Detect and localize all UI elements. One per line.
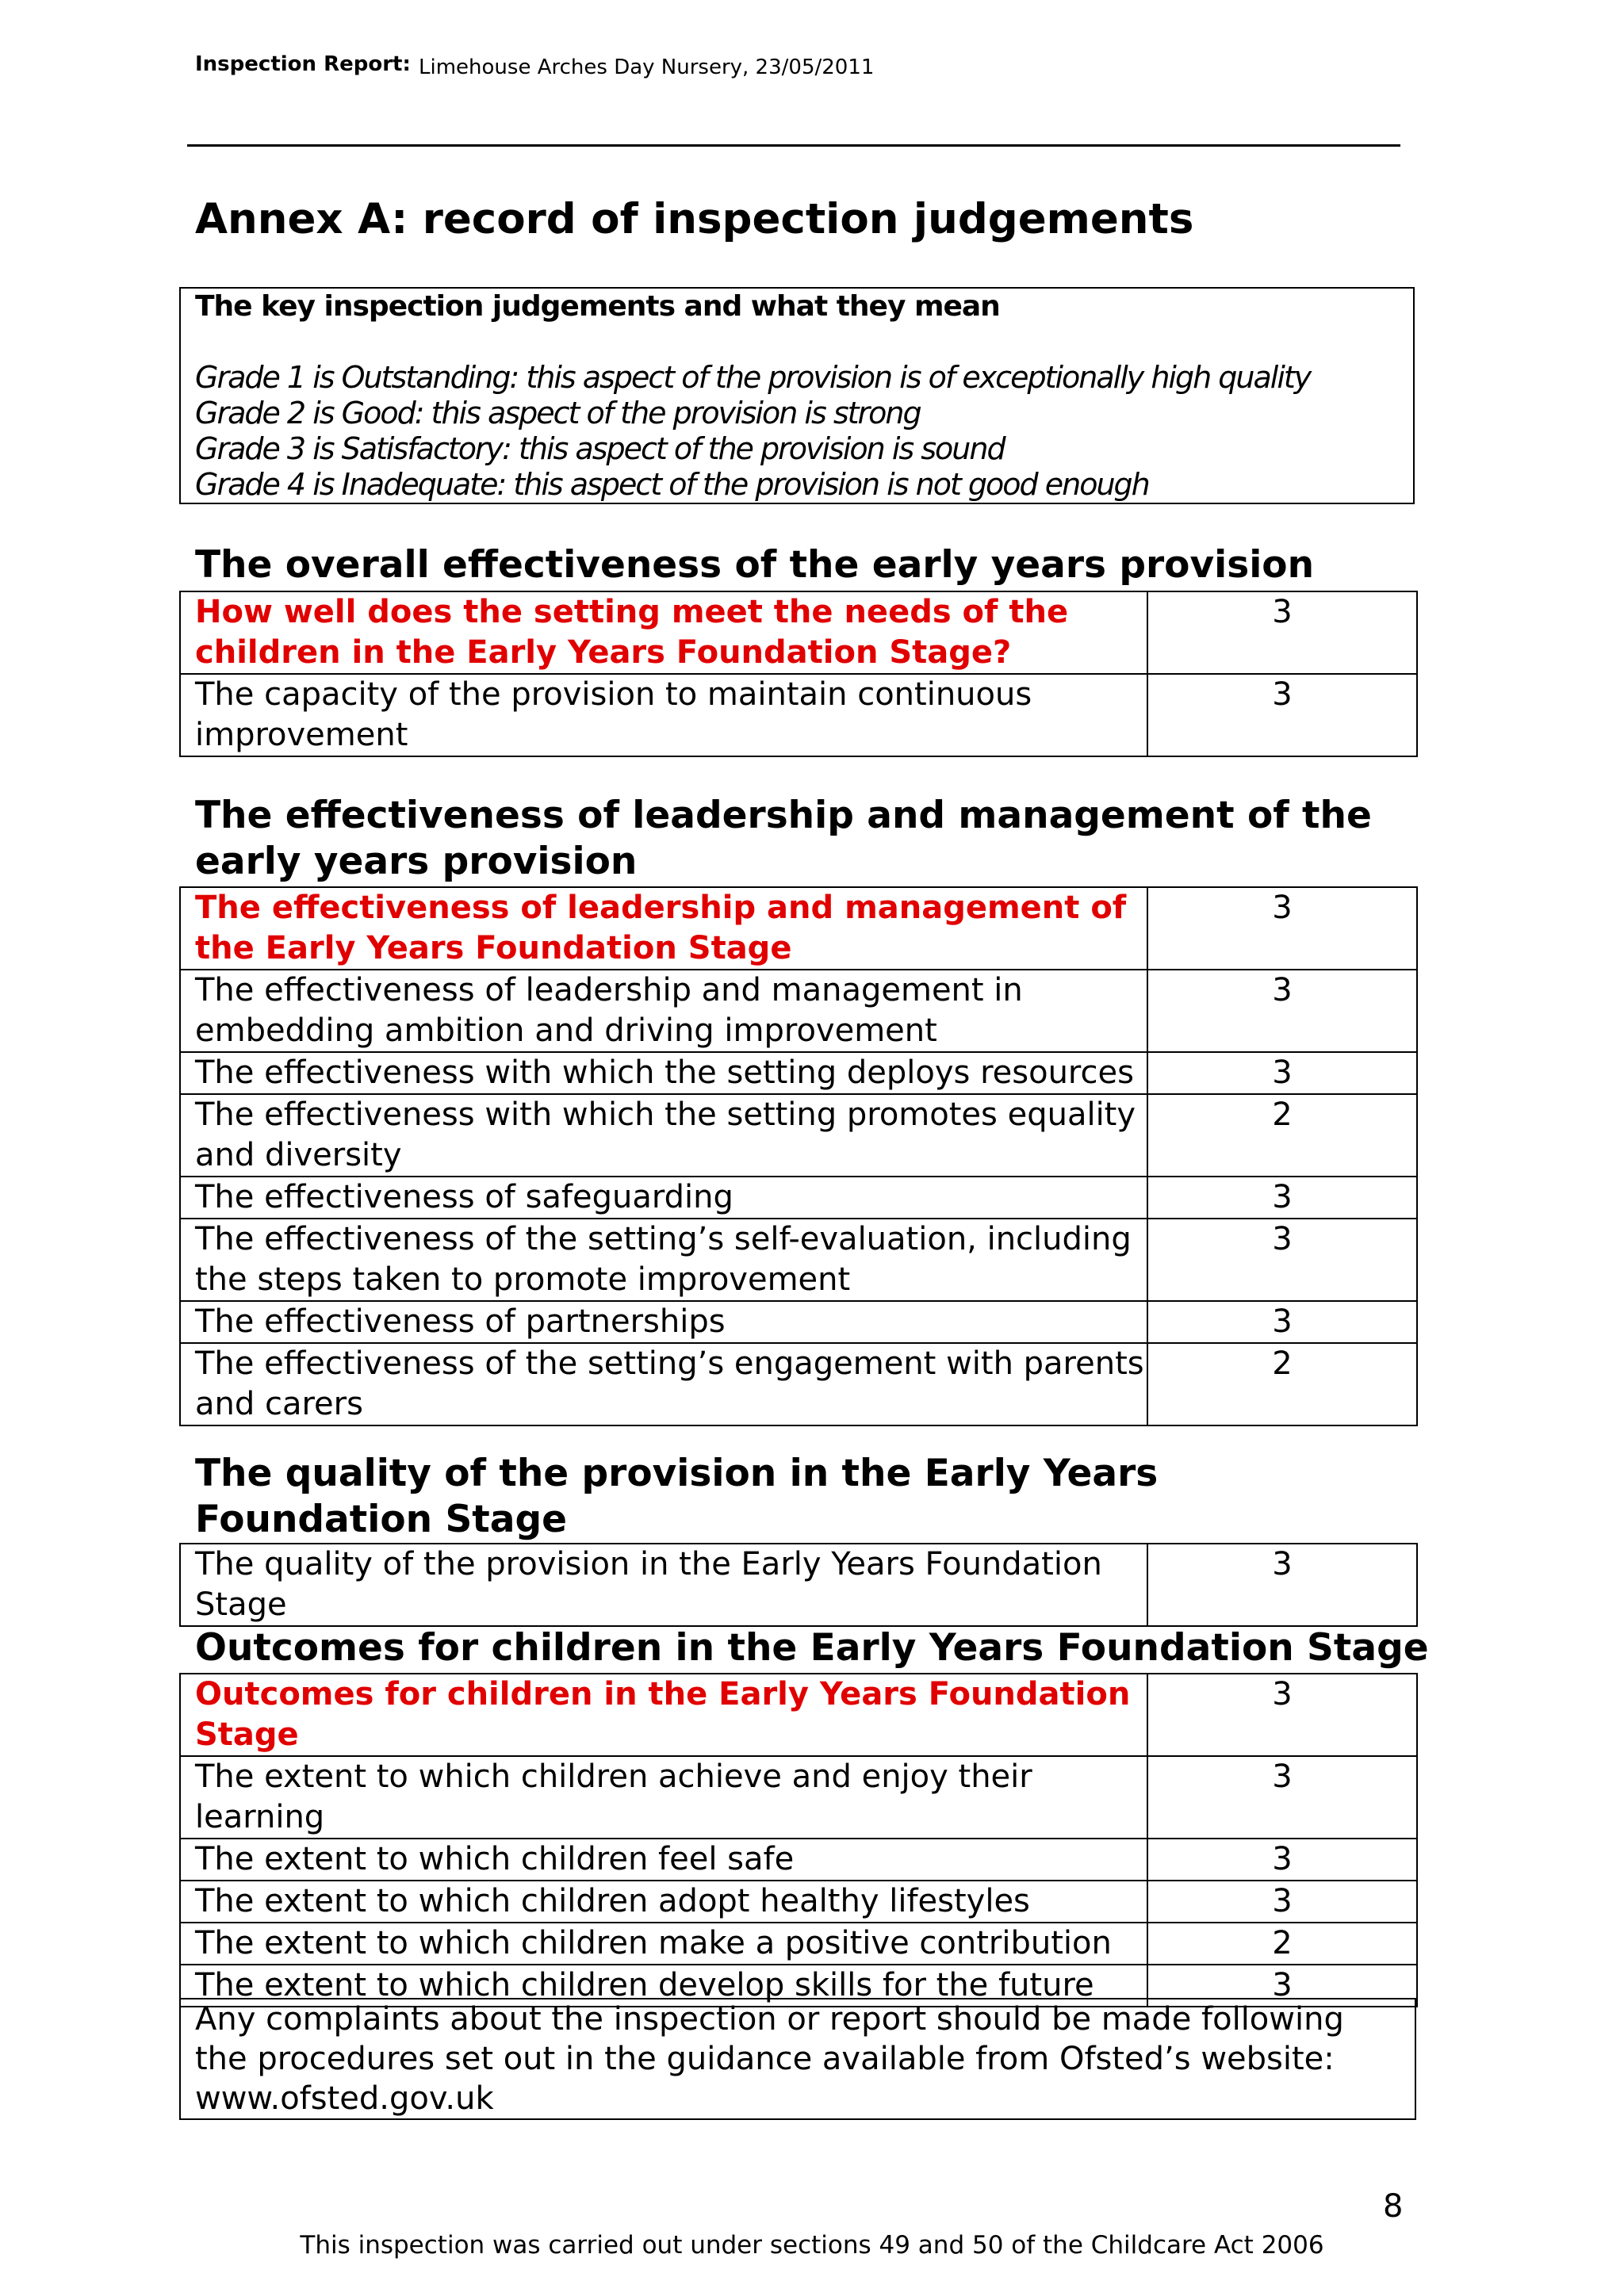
key-judgements-heading: The key inspection judgements and what they mean <box>195 290 1000 323</box>
leadership-table <box>179 886 1418 1426</box>
table-row <box>180 674 1417 756</box>
row-label: The effectiveness of partnerships <box>180 1301 1147 1343</box>
row-label: The capacity of the provision to maintain continuous improvement <box>180 674 1147 756</box>
section-title-quality-of-provision: The quality of the provision in the Early Years Foundation Stage <box>195 1452 1159 1541</box>
table-row <box>180 1301 1417 1343</box>
row-label: The effectiveness of safeguarding <box>180 1177 1147 1219</box>
grade-2-definition: Grade 2 is Good: this aspect of the provision is strong <box>195 396 921 430</box>
row-grade: 3 <box>1147 1839 1417 1881</box>
table-row <box>180 1923 1417 1965</box>
outcomes-table <box>179 1673 1418 2007</box>
footer-legal-note: This inspection was carried out under sections 49 and 50 of the Childcare Act 2006 <box>300 2231 1324 2260</box>
row-grade: 3 <box>1147 591 1417 674</box>
table-row <box>180 1544 1417 1626</box>
overall-effectiveness-table <box>179 591 1418 757</box>
row-label: The quality of the provision in the Early Years Foundation Stage <box>180 1544 1147 1626</box>
row-label: The extent to which children achieve and enjoy their learning <box>180 1756 1147 1839</box>
table-row <box>180 1052 1417 1094</box>
header-report-details: Limehouse Arches Day Nursery, 23/05/2011 <box>419 55 875 79</box>
row-grade: 2 <box>1147 1923 1417 1965</box>
table-row <box>180 1756 1417 1839</box>
section-title-outcomes: Outcomes for children in the Early Years Foundation Stage <box>195 1626 1429 1670</box>
row-label: The extent to which children develop skills for the future <box>180 1965 1147 2007</box>
row-grade: 3 <box>1147 674 1417 756</box>
table-row <box>180 1343 1417 1425</box>
table-row <box>180 970 1417 1052</box>
row-grade: 3 <box>1147 1544 1417 1626</box>
page-number: 8 <box>1383 2188 1404 2225</box>
page-title: Annex A: record of inspection judgements <box>195 195 1194 243</box>
row-grade: 3 <box>1147 1177 1417 1219</box>
grade-1-definition: Grade 1 is Outstanding: this aspect of the provision is of exceptionally high quality <box>195 360 1311 395</box>
row-label: The effectiveness of leadership and management of the Early Years Foundation Stage <box>180 887 1147 970</box>
key-judgements-box <box>179 287 1415 504</box>
row-grade: 3 <box>1147 1052 1417 1094</box>
row-grade: 2 <box>1147 1094 1417 1177</box>
row-label: How well does the setting meet the needs of the children in the Early Years Foundation Stage? <box>180 591 1147 674</box>
grade-4-definition: Grade 4 is Inadequate: this aspect of the provision is not good enough <box>195 467 1149 502</box>
row-label: The effectiveness of the setting’s self-evaluation, including the steps taken to promote improvement <box>180 1219 1147 1301</box>
row-grade: 3 <box>1147 1756 1417 1839</box>
row-grade: 3 <box>1147 1674 1417 1756</box>
header-divider <box>187 144 1400 147</box>
table-row <box>180 1881 1417 1923</box>
section-title-leadership: The effectiveness of leadership and management of the early years provision <box>195 794 1372 883</box>
row-grade: 3 <box>1147 887 1417 970</box>
table-row <box>180 1219 1417 1301</box>
row-grade: 3 <box>1147 1219 1417 1301</box>
row-grade: 2 <box>1147 1343 1417 1425</box>
table-row <box>180 591 1417 674</box>
table-row <box>180 1094 1417 1177</box>
row-label: The effectiveness with which the setting deploys resources <box>180 1052 1147 1094</box>
row-label: The effectiveness with which the setting promotes equality and diversity <box>180 1094 1147 1177</box>
row-label: The effectiveness of the setting’s engagement with parents and carers <box>180 1343 1147 1425</box>
table-row <box>180 1674 1417 1756</box>
table-row <box>180 887 1417 970</box>
table-row <box>180 1839 1417 1881</box>
row-grade: 3 <box>1147 970 1417 1052</box>
header-label: Inspection Report: <box>195 52 411 76</box>
grade-3-definition: Grade 3 is Satisfactory: this aspect of the provision is sound <box>195 431 1005 466</box>
complaints-notice: Any complaints about the inspection or report should be made following the procedures set out in the guidance available from Ofsted’s website: www.ofsted.gov.uk <box>179 1998 1416 2120</box>
row-label: The extent to which children feel safe <box>180 1839 1147 1881</box>
row-label: Outcomes for children in the Early Years Foundation Stage <box>180 1674 1147 1756</box>
table-row <box>180 1177 1417 1219</box>
row-grade: 3 <box>1147 1881 1417 1923</box>
row-grade: 3 <box>1147 1301 1417 1343</box>
row-grade: 3 <box>1147 1965 1417 2007</box>
row-label: The extent to which children adopt healthy lifestyles <box>180 1881 1147 1923</box>
row-label: The extent to which children make a positive contribution <box>180 1923 1147 1965</box>
quality-of-provision-table <box>179 1543 1418 1627</box>
row-label: The effectiveness of leadership and management in embedding ambition and driving improvement <box>180 970 1147 1052</box>
section-title-overall-effectiveness: The overall effectiveness of the early years provision <box>195 543 1315 587</box>
